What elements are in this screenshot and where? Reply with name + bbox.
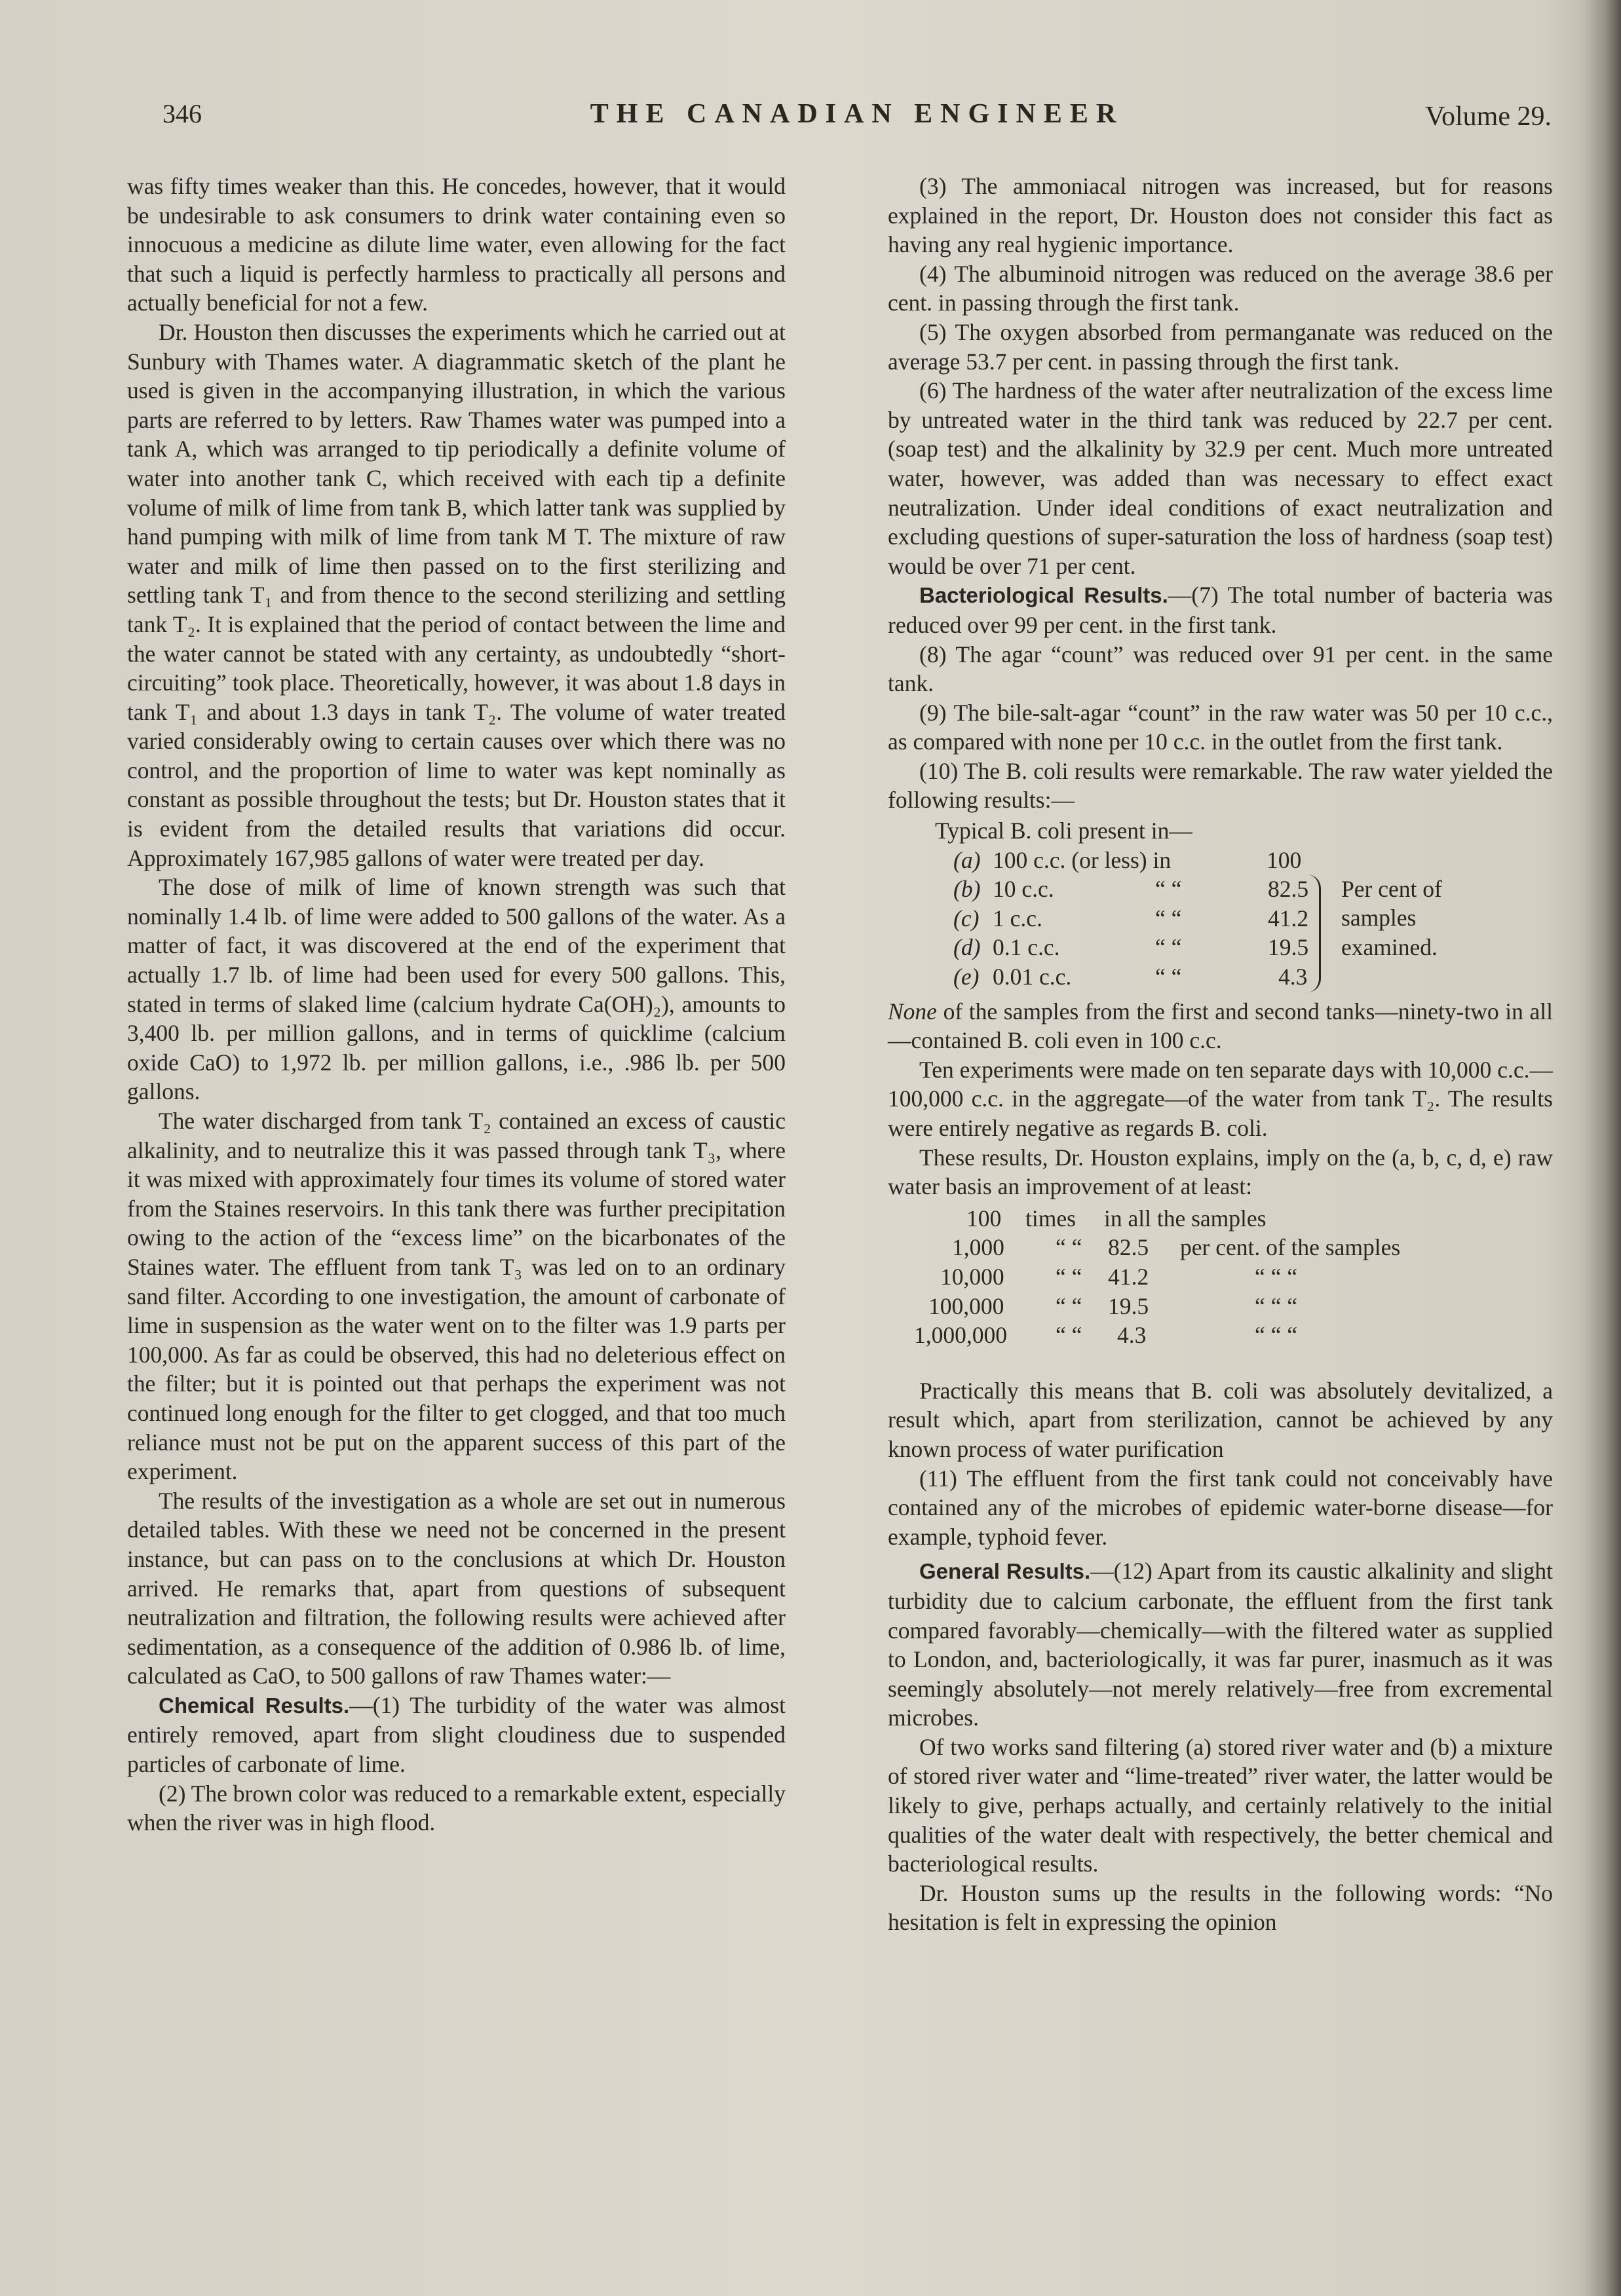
volume-label: Volume 29. (1425, 102, 1552, 132)
row-value: 82.5 (1108, 1234, 1149, 1261)
page-edge-shadow (1582, 0, 1621, 2296)
brace-label-line: examined. (1341, 933, 1438, 960)
table-row (888, 1262, 1553, 1292)
row-times: 1,000,000 (914, 1322, 1007, 1349)
row-tail: “ “ “ (1255, 1292, 1298, 1319)
row-value: 19.5 (1268, 934, 1309, 961)
paragraph: (9) The bile-salt-agar “count” in the raw water was 50 per 10 c.c., as compared with none per 10 c.c. in the outlet from the first tank. (888, 699, 1553, 755)
paragraph-text: —(1) The turbidity of the water was almost entirely removed, apart from slight cloudiness due to suspended particles of carbonate of lime. (127, 1691, 786, 1778)
paragraph: (4) The albuminoid nitrogen was reduced on the average 38.6 per cent. in passing through the first tank. (888, 260, 1553, 316)
row-tail: per cent. of the samples (1180, 1234, 1401, 1261)
row-value: 4.3 (1117, 1322, 1147, 1349)
row-value: in all the samples (1104, 1205, 1267, 1232)
row-value: 4.3 (1278, 964, 1308, 990)
row-ditto: “ “ (1056, 1292, 1082, 1319)
row-ditto: times (1025, 1205, 1076, 1232)
row-ditto: “ “ (1155, 934, 1182, 961)
row-times: 10,000 (940, 1263, 1004, 1290)
row-value: 19.5 (1108, 1292, 1149, 1319)
row-value: 100 (1267, 846, 1302, 873)
page-header (162, 93, 1552, 139)
paragraph (888, 1556, 1553, 1733)
paragraph: The dose of milk of lime of known strength was such that nominally 1.4 lb. of lime were added to 500 gallons of the water. As a matter of fact, it was discovered at the end of the experiment that actually 1.7 lb. of lime had been used for every 500 gallons. This, stated in terms of slaked lime (calcium hydrate Ca(OH)₂), amounts to 3,400 lb. per million gallons, and in terms of quicklime (calcium oxide CaO) to 1,972 lb. per million gallons, i.e., .986 lb. per 500 gallons. (127, 874, 786, 1105)
row-volume: 1 c.c. (993, 905, 1042, 932)
paragraph (888, 997, 1553, 1055)
improvement-table (888, 1204, 1553, 1350)
left-column (127, 172, 786, 1837)
paragraph: Ten experiments were made on ten separate days with 10,000 c.c.—100,000 c.c. in the aggregate—of the water from tank T₂. The results were entirely negative as regards B. coli. (888, 1056, 1553, 1141)
page-number: 346 (162, 99, 202, 128)
right-column (888, 172, 1553, 1937)
table-row (888, 1233, 1553, 1262)
paragraph (888, 580, 1553, 639)
paragraph: (8) The agar “count” was reduced over 91 per cent. in the same tank. (888, 641, 1553, 697)
table-row (888, 962, 1553, 992)
row-times: 1,000 (952, 1234, 1004, 1261)
table-row (888, 1292, 1553, 1321)
row-volume: 0.01 c.c. (993, 964, 1072, 990)
paragraph: (2) The brown color was reduced to a remarkable extent, especially when the river was in high flood. (127, 1780, 786, 1836)
bcoli-table (888, 816, 1553, 992)
paragraph: (3) The ammoniacal nitrogen was increased, but for reasons explained in the report, Dr. Houston does not consider this fact as having any real hygienic importance. (888, 173, 1553, 258)
row-tail: “ “ “ (1255, 1263, 1298, 1290)
table-row (888, 1204, 1553, 1233)
row-ditto: “ “ (1056, 1234, 1082, 1261)
paragraph: The water discharged from tank T₂ contained an excess of caustic alkalinity, and to neutralize this it was passed through tank T₃, where it was mixed with approximately four times its volume of stored water from the Staines reservoirs. In this tank there was further precipitation owing to the action of the “excess lime” on the bicarbonates of the Staines water. The effluent from tank T₃ was led on to an ordinary sand filter. According to one investigation, the amount of carbonate of lime in suspension as the water went on to the filter was 1.9 parts per 100,000. As far as could be observed, this had no deleterious effect on the filter; but it is pointed out that perhaps the experiment was not continued long enough for the filter to get clogged, and that too much reliance must not be put on the apparent success of this part of the experiment. (127, 1108, 786, 1485)
paragraph: Dr. Houston sums up the results in the following words: “No hesitation is felt in expressing the opinion (888, 1879, 1553, 1936)
paragraph: Of two works sand filtering (a) stored river water and (b) a mixture of stored river water and “lime-treated” river water, the latter would be likely to give, perhaps actually, and certainly relatively to the initial qualities of the water dealt with respectively, the better chemical and bacteriological results. (888, 1733, 1553, 1877)
paragraph: was fifty times weaker than this. He concedes, however, that it would be undesirable to ask consumers to drink water containing even so innocuous a medicine as dilute lime water, even allowing for the fact that such a liquid is perfectly harmless to practically all persons and actually beneficial for not a few. (127, 173, 786, 316)
paragraph: These results, Dr. Houston explains, imply on the (a, b, c, d, e) raw water basis an improvement of at least: (888, 1144, 1553, 1200)
section-label-general: General Results. (919, 1559, 1091, 1584)
row-label: (a) (953, 846, 981, 873)
bcoli-table-body (888, 846, 1553, 992)
table-row (888, 933, 1553, 962)
row-label: (c) (953, 905, 980, 932)
table-row (888, 904, 1553, 933)
paragraph: Dr. Houston then discusses the experiments which he carried out at Sunbury with Thames water. A diagrammatic sketch of the plant he used is given in the accompanying illustration, in which the various parts are referred to by letters. Raw Thames water was pumped into a tank A, which was arranged to tip periodically a definite volume of water into another tank C, which received with each tip a definite volume of milk of lime from tank B, which latter tank was supplied by hand pumping with milk of lime from tank M T. The mixture of raw water and milk of lime then passed on to the first sterilizing and settling tank T₁ and from thence to the second sterilizing and settling tank T₂. It is explained that the period of contact between the lime and the water cannot be stated with any certainty, as undoubtedly “short-circuiting” took place. Theoretically, however, it was about 1.8 days in tank T₁ and about 1.3 days in tank T₂. The volume of water treated varied considerably owing to certain causes over which there was no control, and the proportion of lime to water was kept nominally as constant as possible throughout the tests; but Dr. Houston states that it is evident from the detailed results that variations did occur. Approximately 167,985 gallons of water were treated per day. (127, 318, 786, 871)
row-volume: 0.1 c.c. (993, 934, 1060, 961)
table-row (888, 875, 1553, 904)
paragraph-text: —(7) The total number of bacteria was reduced over 99 per cent. in the first tank. (888, 582, 1553, 638)
brace-label-line: samples (1341, 905, 1417, 932)
brace-label (1341, 875, 1442, 962)
section-label-chemical: Chemical Results. (159, 1693, 350, 1718)
table-row (888, 846, 1553, 875)
paragraph: (6) The hardness of the water after neutralization of the excess lime by untreated water in the third tank was reduced by 22.7 per cent. (soap test) and the alkalinity by 32.9 per cent. Much more untreated water, however, was added than was necessary to effect exact neutralization. Under ideal conditions of exact neutralization and excluding questions of super-saturation the loss of hardness (soap test) would be over 71 per cent. (888, 377, 1553, 579)
section-label-bacteriological: Bacteriological Results. (919, 583, 1168, 608)
row-volume: 100 c.c. (or less) in (993, 846, 1172, 873)
row-value: 82.5 (1268, 876, 1309, 903)
row-ditto: “ “ (1155, 964, 1182, 990)
row-ditto: “ “ (1155, 905, 1182, 932)
paragraph: The results of the investigation as a whole are set out in numerous detailed tables. With these we need not be concerned in the present instance, but can pass on to the conclusions at which Dr. Houston arrived. He remarks that, apart from questions of subsequent neutralization and filtration, the following results were achieved after sedimentation, as a consequence of the addition of 0.986 lb. of lime, calculated as CaO, to 500 gallons of raw Thames water:— (127, 1487, 786, 1689)
paragraph-text: —(12) Apart from its caustic alkalinity and slight turbidity due to calcium carbonate, the effluent from the first tank compared favorably—chemically—with the filtered water as supplied to London, and, bacteriologically, it was far purer, inasmuch as it was seemingly absolutely—not merely relatively—free from excremental microbes. (888, 1558, 1553, 1731)
row-volume: 10 c.c. (993, 876, 1054, 903)
paragraph (127, 1691, 786, 1779)
row-times: 100 (966, 1205, 1002, 1232)
paragraph-text: of the samples from the first and second tanks—ninety-two in all—contained B. coli even in 100 c.c. (888, 998, 1553, 1054)
journal-title: THE CANADIAN ENGINEER (590, 99, 1124, 129)
bcoli-table-title: Typical B. coli present in— (935, 818, 1192, 844)
paragraph: (10) The B. coli results were remarkable. The raw water yielded the following results:— (888, 757, 1553, 814)
emphasis-word: None (888, 998, 937, 1025)
row-value: 41.2 (1268, 905, 1309, 932)
row-label: (b) (953, 876, 981, 903)
row-times: 100,000 (928, 1292, 1004, 1319)
table-brace (1307, 875, 1321, 992)
table-row (888, 1321, 1553, 1350)
paragraph: Practically this means that B. coli was absolutely devitalized, a result which, apart from sterilization, cannot be achieved by any known process of water purification (888, 1377, 1553, 1462)
paragraph: (11) The effluent from the first tank could not conceivably have contained any of the microbes of epidemic water-borne disease—for example, typhoid fever. (888, 1465, 1553, 1550)
row-label: (e) (953, 964, 980, 990)
row-ditto: “ “ (1056, 1263, 1082, 1290)
row-value: 41.2 (1108, 1263, 1149, 1290)
row-ditto: “ “ (1155, 876, 1182, 903)
brace-label-line: Per cent of (1341, 875, 1442, 902)
paragraph: (5) The oxygen absorbed from permanganate was reduced on the average 53.7 per cent. in passing through the first tank. (888, 318, 1553, 375)
row-label: (d) (953, 934, 981, 961)
row-tail: “ “ “ (1255, 1322, 1298, 1349)
row-ditto: “ “ (1056, 1322, 1082, 1349)
